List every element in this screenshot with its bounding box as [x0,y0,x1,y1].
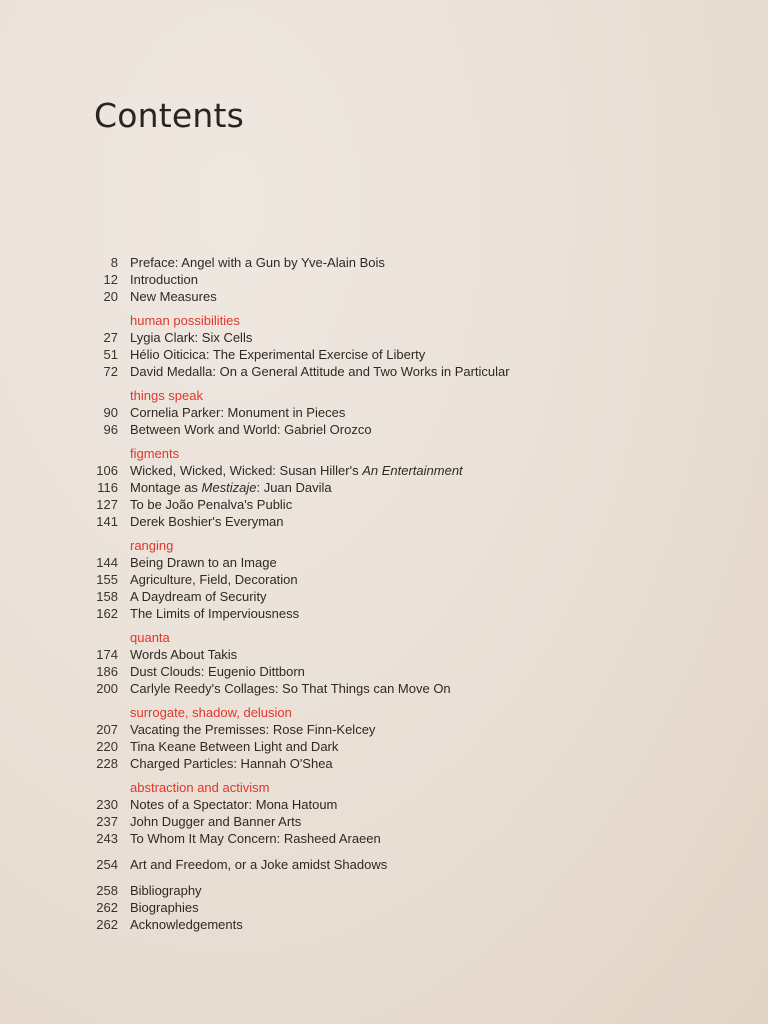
toc-entry [0,554,768,571]
toc-entry [0,421,768,438]
page-number: 72 [103,364,118,379]
toc-entry [0,830,768,847]
toc-entry [0,363,768,380]
entry-title: Biographies [130,900,199,915]
entry-title: Lygia Clark: Six Cells [130,330,253,345]
entry-title-text: Wicked, Wicked, Wicked: Susan Hiller's [130,463,363,478]
entry-title: Derek Boshier's Everyman [130,514,284,529]
page-number: 141 [96,514,118,529]
entry-title: The Limits of Imperviousness [130,606,300,621]
toc-entry [0,346,768,363]
toc-entry [0,571,768,588]
page-number: 155 [96,572,118,587]
page-number: 243 [96,831,118,846]
page-number: 262 [96,900,118,915]
toc-entry [0,271,768,288]
table-of-contents [0,254,768,933]
section-heading: human possibilities [130,313,240,328]
toc-entry [0,796,768,813]
page-number: 258 [96,883,118,898]
entry-title [130,462,463,479]
toc-entry [0,646,768,663]
entry-title: Cornelia Parker: Monument in Pieces [130,405,346,420]
entry-title: Dust Clouds: Eugenio Dittborn [130,664,305,679]
page-number: 8 [110,255,118,270]
page-number: 116 [97,480,118,495]
entry-title: Art and Freedom, or a Joke amidst Shadows [130,857,388,872]
entry-title: Words About Takis [130,647,238,662]
entry-title: A Daydream of Security [130,589,267,604]
toc-entry [0,755,768,772]
section-human-possibilities [0,312,768,380]
section-heading: things speak [130,388,203,403]
toc-entry [0,916,768,933]
entry-title: Vacating the Premisses: Rose Finn-Kelcey [130,722,376,737]
toc-entry [0,496,768,513]
entry-title: Charged Particles: Hannah O'Shea [130,756,333,771]
page-number: 220 [96,739,118,754]
toc-entry [0,882,768,899]
section-surrogate-shadow-delusion [0,704,768,772]
entry-title: Hélio Oiticica: The Experimental Exercise of Liberty [130,347,426,362]
page-number: 230 [96,797,118,812]
toc-entry-closing [0,856,768,873]
page-number: 158 [96,589,118,604]
entry-title-text: Montage as [130,480,202,495]
entry-title-italic: An Entertainment [362,463,463,478]
section-heading: figments [130,446,180,461]
section-abstraction-and-activism [0,779,768,847]
page-number: 96 [103,422,118,437]
page-number: 162 [96,606,118,621]
entry-title: David Medalla: On a General Attitude and Two Works in Particular [130,364,510,379]
page-number: 262 [96,917,118,932]
entry-title [130,479,332,496]
entry-title: Acknowledgements [130,917,243,932]
toc-entry [0,588,768,605]
page-number: 228 [96,756,118,771]
toc-entry [0,605,768,622]
toc-entry [0,663,768,680]
entry-title: New Measures [130,289,217,304]
entry-title: Preface: Angel with a Gun by Yve-Alain Bois [130,255,385,270]
page-number: 200 [96,681,118,696]
page-number: 106 [96,463,118,478]
entry-title: Agriculture, Field, Decoration [130,572,298,587]
entry-title: To be João Penalva's Public [130,497,293,512]
toc-entry [0,254,768,271]
section-heading: abstraction and activism [130,780,270,795]
page-number: 254 [96,857,118,872]
toc-entry [0,680,768,697]
page-number: 186 [96,664,118,679]
section-things-speak [0,387,768,438]
entry-title: To Whom It May Concern: Rasheed Araeen [130,831,381,846]
entry-title: Introduction [130,272,198,287]
entry-title: Being Drawn to an Image [130,555,277,570]
section-heading: quanta [130,630,170,645]
entry-title: Carlyle Reedy's Collages: So That Things can Move On [130,681,451,696]
toc-entry [0,813,768,830]
back-matter-group [0,882,768,933]
entry-title-after: : Juan Davila [256,480,332,495]
page-number: 174 [96,647,118,662]
page-number: 12 [103,272,118,287]
intro-group [0,254,768,305]
page-number: 90 [103,405,118,420]
entry-title: Tina Keane Between Light and Dark [130,739,339,754]
toc-entry [0,479,768,496]
page-number: 27 [103,330,118,345]
toc-entry [0,329,768,346]
page-number: 20 [103,289,118,304]
entry-title: John Dugger and Banner Arts [130,814,302,829]
entry-title: Between Work and World: Gabriel Orozco [130,422,372,437]
toc-entry [0,738,768,755]
entry-title: Bibliography [130,883,202,898]
section-heading: surrogate, shadow, delusion [130,705,292,720]
page-number: 51 [103,347,118,362]
page-title: Contents [94,96,245,135]
page-number: 144 [96,555,118,570]
page-number: 237 [96,814,118,829]
page-number: 207 [96,722,118,737]
section-quanta [0,629,768,697]
toc-entry [0,404,768,421]
entry-title: Notes of a Spectator: Mona Hatoum [130,797,338,812]
section-figments [0,445,768,530]
toc-entry [0,513,768,530]
page-number: 127 [96,497,118,512]
toc-entry [0,721,768,738]
toc-entry [0,288,768,305]
toc-entry [0,462,768,479]
entry-title-italic: Mestizaje [201,480,257,495]
toc-entry [0,899,768,916]
section-ranging [0,537,768,622]
section-heading: ranging [130,538,174,553]
